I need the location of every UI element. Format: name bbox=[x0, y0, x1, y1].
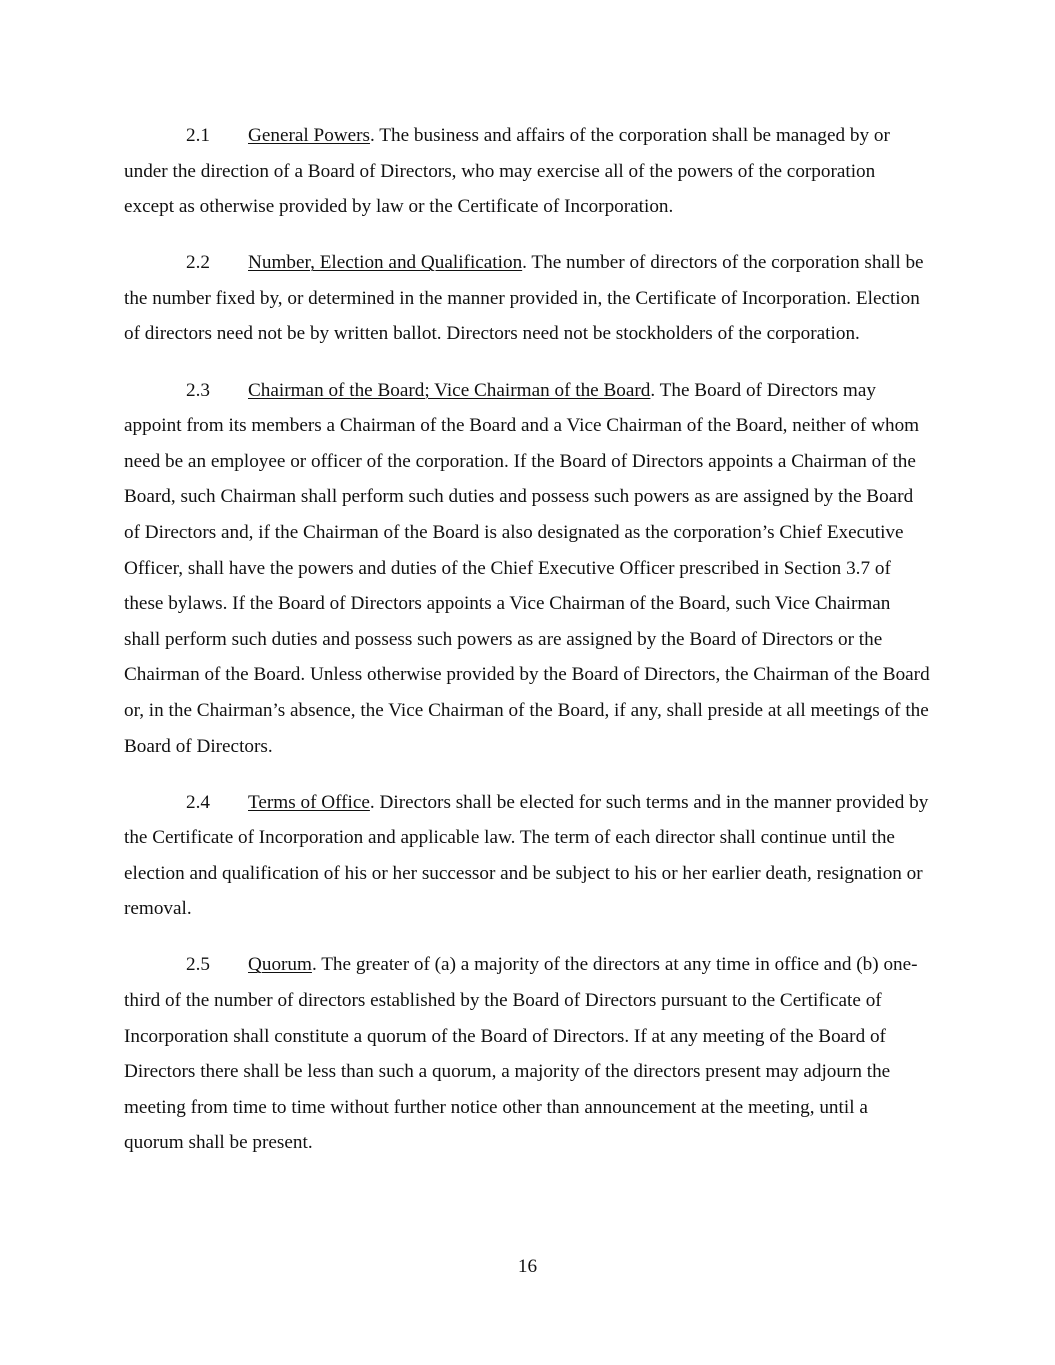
section-heading: Chairman of the Board; Vice Chairman of the Board bbox=[248, 379, 651, 401]
document-page bbox=[124, 118, 930, 1182]
heading-period: . bbox=[522, 252, 532, 274]
section-number: 2.2 bbox=[186, 252, 210, 274]
section-number: 2.4 bbox=[186, 791, 210, 813]
section-heading: Number, Election and Qualification bbox=[248, 252, 523, 274]
section-heading: General Powers bbox=[248, 125, 371, 146]
section-body: The greater of (a) a majority of the directors at any time in office and (b) one-third of the number of directors established by the Board of Directors pursuant to the Certificate of Incorporation shall constitute a quorum of the Board of Directors. If at any meeting of the Board of Directors there shall be less than such a quorum, a majority of the directors present may adjourn the meeting from time to time without further notice other than announcement at the meeting, until a quorum shall be present. bbox=[124, 954, 918, 1154]
section-2-5 bbox=[124, 947, 930, 1161]
section-body: The Board of Directors may appoint from its members a Chairman of the Board and a Vice Chairman of the Board, neither of whom need be an employee or officer of the corporation. If the Board of Directors appoints a Chairman of the Board, such Chairman shall perform such duties and possess such powers as are assigned by the Board of Directors and, if the Chairman of the Board is also designated as the corporation’s Chief Executive Officer, shall have the powers and duties of the Chief Executive Officer prescribed in Section 3.7 of these bylaws. If the Board of Directors appoints a Vice Chairman of the Board, such Vice Chairman shall perform such duties and possess such powers as are assigned by the Board of Directors or the Chairman of the Board. Unless otherwise provided by the Board of Directors, the Chairman of the Board or, in the Chairman’s absence, the Vice Chairman of the Board, if any, shall preside at all meetings of the Board of Directors. bbox=[124, 379, 930, 757]
section-2-4 bbox=[124, 785, 930, 927]
page-number: 16 bbox=[517, 1256, 538, 1277]
section-2-2 bbox=[124, 245, 930, 352]
heading-period: . bbox=[370, 125, 380, 146]
section-body: The business and affairs of the corporation shall be managed by or under the direction of a Board of Directors, who may exercise all of the powers of the corporation except as otherwise provided by law or the Certificate of Incorporation. bbox=[124, 125, 890, 218]
section-body: The number of directors of the corporation shall be the number fixed by, or determined in the manner provided in, the Certificate of Incorporation. Election of directors need not be by written ballot. Directors need not be stockholders of the corporation. bbox=[124, 252, 924, 345]
section-number: 2.1 bbox=[186, 125, 210, 146]
heading-period: . bbox=[311, 954, 322, 976]
section-body: Directors shall be elected for such terms and in the manner provided by the Certificate of Incorporation and applicable law. The term of each director shall continue until the election and qualification of his or her successor and be subject to his or her earlier death, resignation or removal. bbox=[124, 791, 929, 920]
section-number: 2.3 bbox=[186, 379, 210, 401]
heading-period: . bbox=[369, 791, 380, 813]
section-2-3 bbox=[124, 373, 930, 765]
heading-period: . bbox=[650, 379, 660, 401]
section-number: 2.5 bbox=[186, 954, 210, 976]
section-heading: Terms of Office bbox=[248, 791, 370, 813]
section-heading: Quorum bbox=[248, 954, 312, 976]
section-2-1 bbox=[124, 118, 930, 225]
